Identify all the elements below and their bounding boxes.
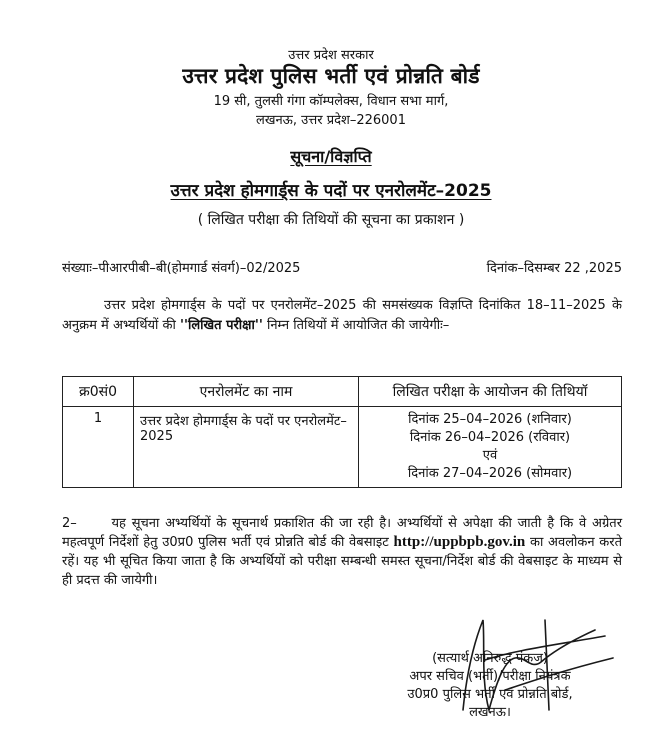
date-conjunction: एवं [482,448,498,463]
website-link[interactable]: http://uppbpb.gov.in [393,534,526,550]
signatory-designation: अपर सचिव (भर्ती)/परीक्षा नियंत्रक [409,669,571,684]
written-exam-label: ''लिखित परीक्षा'' [180,317,263,333]
table-row [63,407,622,488]
address-line-2: लखनऊ, उत्तर प्रदेश–226001 [256,113,406,128]
board-name: उत्तर प्रदेश पुलिस भर्ती एवं प्रोन्नति बोर्ड [182,64,480,88]
paragraph-2: 2– यह सूचना अभ्यर्थियों के सूचनार्थ प्रकाशित की जा रही है। अभ्यर्थियों से अपेक्षा की जाती है कि वे अग्रेतर महत्वपूर्ण निर्देशों हेतु उ0प्र0 पुलिस भर्ती एवं प्रोन्नति बोर्ड की वेबसाइट http://uppbpb.gov.in का अवलोकन करते रहें। यह भी सूचित किया जाता है कि अभ्यर्थियों को परीक्षा सम्बन्धी समस्त सूचना/निर्देश बोर्ड की वेबसाइट के माध्यम से ही प्रदत्त की जायेगी। [62,516,623,588]
signature-block [370,650,610,722]
header-exam-dates: लिखित परीक्षा के आयोजन की तिथियॉ [359,377,622,407]
notice-subtitle: ( लिखित परीक्षा की तिथियों की सूचना का प्रकाशन ) [197,212,465,228]
government-label: उत्तर प्रदेश सरकार [288,48,374,63]
notice-date: दिनांक–दिसम्बर 22 ,2025 [486,261,622,276]
row-sno: 1 [63,407,134,488]
exam-schedule-table [62,376,622,488]
paragraph-number: 2– [62,516,77,531]
signatory-organization: उ0प्र0 पुलिस भर्ती एवं प्रोन्नति बोर्ड, [407,687,573,702]
exam-date-2: दिनांक 26–04–2026 (रविवार) [409,430,571,445]
header-sno: क्र0सं0 [63,377,134,407]
reference-number: संख्याः–पीआरपीबी–बी(होमगार्ड संवर्ग)–02/2025 [62,261,301,276]
row-enrolment-name: उत्तर प्रदेश होमगार्ड्स के पदों पर एनरोलमेंट–2025 [134,407,359,488]
paragraph-1: उत्तर प्रदेश होमगार्ड्स के पदों पर एनरोलमेंट–2025 की समसंख्यक विज्ञप्ति दिनांकित 18–11–2025 के अनुक्रम में अभ्यर्थियों की ''लिखित परीक्षा'' निम्न तिथियों में आयोजित की जायेगीः– [62,298,622,333]
header-enrolment-name: एनरोलमेंट का नाम [134,377,359,407]
notice-heading: सूचना/विज्ञप्ति [290,147,372,166]
signatory-name: (सत्यार्थ अनिरुद्ध पंकज) [432,651,548,666]
exam-date-1: दिनांक 25–04–2026 (शनिवार) [408,412,572,427]
address-line-1: 19 सी, तुलसी गंगा कॉम्पलेक्स, विधान सभा मार्ग, [213,94,449,109]
exam-date-3: दिनांक 27–04–2026 (सोमवार) [407,466,573,481]
signatory-city: लखनऊ। [469,705,511,720]
row-exam-dates [359,407,622,488]
notice-subject: उत्तर प्रदेश होमगार्ड्स के पदों पर एनरोलमेंट–2025 [170,181,492,201]
table-header-row [63,377,622,407]
